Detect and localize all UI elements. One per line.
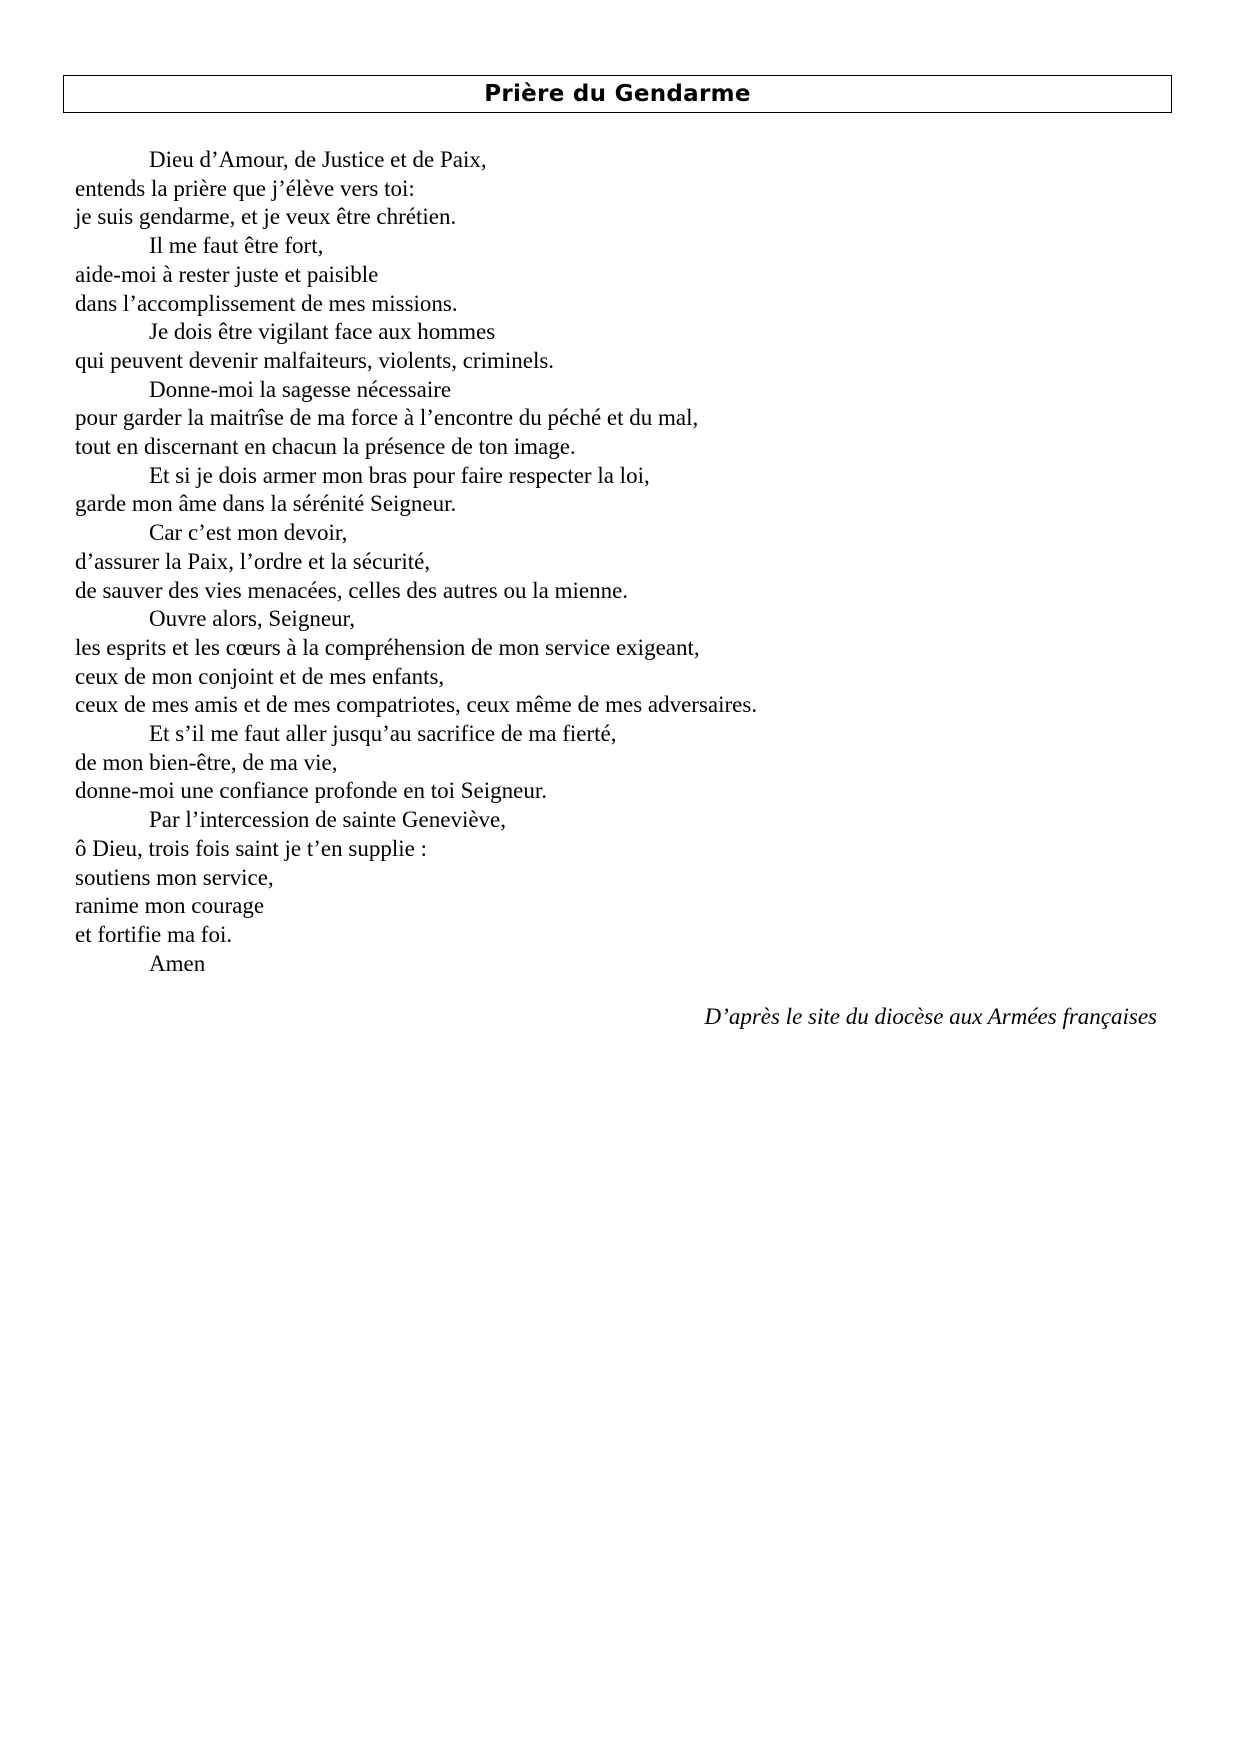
prayer-line: dans l’accomplissement de mes missions.: [75, 290, 458, 316]
prayer-line: Ouvre alors, Seigneur,: [149, 606, 356, 632]
prayer-line: Par l’intercession de sainte Geneviève,: [149, 807, 507, 833]
page-title: Prière du Gendarme: [484, 81, 751, 107]
source-attribution: D’après le site du diocèse aux Armées françaises: [704, 1004, 1157, 1029]
prayer-line: Je dois être vigilant face aux hommes: [149, 319, 496, 345]
prayer-line: Il me faut être fort,: [149, 233, 324, 259]
title-box: [63, 75, 1172, 113]
prayer-line: ceux de mon conjoint et de mes enfants,: [75, 663, 445, 689]
prayer-line: de mon bien-être, de ma vie,: [75, 749, 338, 775]
prayer-line: Dieu d’Amour, de Justice et de Paix,: [149, 147, 487, 172]
prayer-line: je suis gendarme, et je veux être chrétien.: [75, 204, 457, 230]
prayer-line: de sauver des vies menacées, celles des autres ou la mienne.: [75, 577, 629, 603]
prayer-line: Amen: [149, 950, 206, 976]
prayer-line: ceux de mes amis et de mes compatriotes, ceux même de mes adversaires.: [75, 692, 758, 718]
prayer-text: [75, 146, 1165, 978]
prayer-line: entends la prière que j’élève vers toi:: [75, 175, 415, 201]
prayer-line: pour garder la maitrîse de ma force à l’encontre du péché et du mal,: [75, 405, 699, 431]
prayer-line: et fortifie ma foi.: [75, 921, 233, 947]
prayer-line: les esprits et les cœurs à la compréhension de mon service exigeant,: [75, 634, 700, 660]
prayer-line: soutiens mon service,: [75, 864, 274, 890]
prayer-line: aide-moi à rester juste et paisible: [75, 261, 379, 287]
prayer-line: Donne-moi la sagesse nécessaire: [149, 376, 452, 402]
prayer-line: ranime mon courage: [75, 893, 265, 919]
prayer-line: Car c’est mon devoir,: [149, 520, 348, 546]
prayer-line: Et si je dois armer mon bras pour faire respecter la loi,: [149, 462, 650, 488]
prayer-line: tout en discernant en chacun la présence de ton image.: [75, 434, 576, 460]
prayer-line: donne-moi une confiance profonde en toi Seigneur.: [75, 778, 547, 804]
prayer-line: qui peuvent devenir malfaiteurs, violents, criminels.: [75, 347, 555, 373]
prayer-line: Et s’il me faut aller jusqu’au sacrifice de ma fierté,: [149, 721, 617, 747]
prayer-line: garde mon âme dans la sérénité Seigneur.: [75, 491, 457, 517]
prayer-line: ô Dieu, trois fois saint je t’en supplie :: [75, 835, 427, 861]
prayer-line: d’assurer la Paix, l’ordre et la sécurité,: [75, 548, 431, 574]
